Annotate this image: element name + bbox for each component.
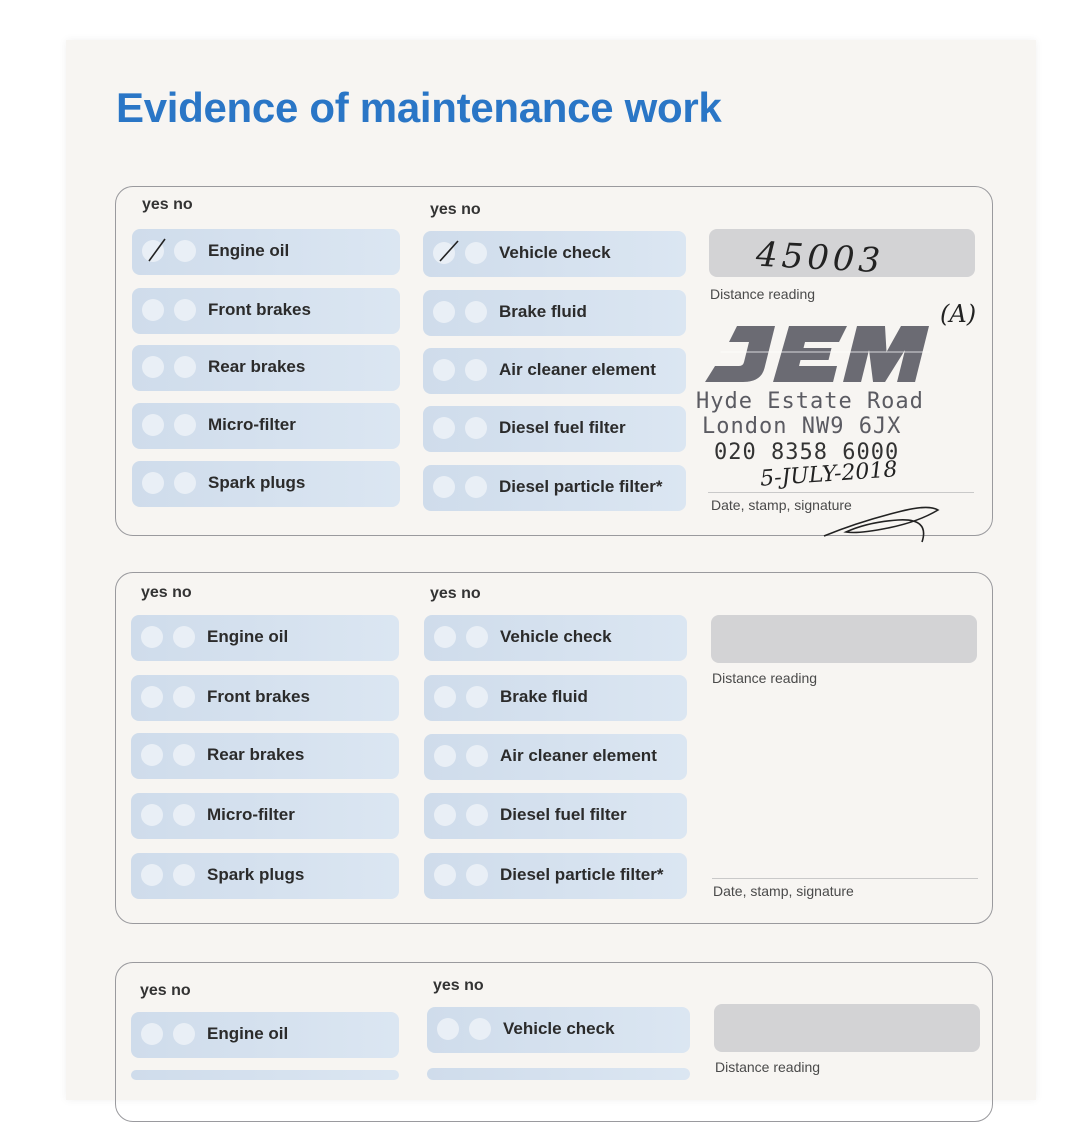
no-radio[interactable] (466, 626, 488, 648)
no-radio[interactable] (174, 356, 196, 378)
stamp-address-line1: Hyde Estate Road (696, 389, 924, 414)
no-radio[interactable] (465, 417, 487, 439)
yes-no-header-left: yes no (140, 982, 191, 999)
item-label: Vehicle check (500, 627, 612, 646)
item-label: Diesel particle filter* (500, 865, 664, 884)
checklist-item-engine-oil (131, 615, 399, 661)
distance-reading-value: 45003 (755, 234, 886, 282)
distance-reading-label: Distance reading (715, 1059, 821, 1075)
yes-radio[interactable] (142, 356, 164, 378)
checklist-item-partial (131, 1070, 399, 1080)
yes-radio[interactable] (141, 744, 163, 766)
handwritten-mark: (A) (940, 300, 977, 328)
checklist-item-rear-brakes (132, 345, 400, 391)
item-label: Rear brakes (208, 357, 306, 376)
no-radio[interactable] (174, 414, 196, 436)
no-radio[interactable] (466, 864, 488, 886)
yes-radio[interactable] (434, 686, 456, 708)
checklist-item-partial (427, 1068, 690, 1080)
signature-line (712, 878, 978, 879)
item-label: Vehicle check (503, 1019, 615, 1038)
checklist-item-front-brakes (131, 675, 399, 721)
yes-radio[interactable] (141, 686, 163, 708)
checklist-item-air-cleaner-element (423, 348, 686, 394)
handwritten-date: 5-JULY-2018 (759, 457, 899, 492)
distance-reading-box[interactable] (711, 615, 977, 663)
no-radio[interactable] (465, 301, 487, 323)
yes-radio[interactable] (142, 472, 164, 494)
checklist-item-spark-plugs (131, 853, 399, 899)
item-label: Brake fluid (499, 302, 587, 321)
yes-no-header-left: yes no (141, 584, 192, 601)
item-label: Diesel fuel filter (499, 418, 626, 437)
no-radio[interactable] (469, 1018, 491, 1040)
checklist-item-brake-fluid (423, 290, 686, 336)
yes-radio[interactable] (433, 476, 455, 498)
no-radio[interactable] (174, 299, 196, 321)
item-label: Front brakes (207, 687, 310, 706)
item-label: Diesel particle filter* (499, 477, 663, 496)
yes-radio[interactable] (433, 359, 455, 381)
stamp-address-line2: London NW9 6JX (702, 414, 902, 439)
dealer-stamp-logo (698, 322, 930, 386)
checklist-item-air-cleaner-element (424, 734, 687, 780)
yes-radio[interactable] (434, 745, 456, 767)
checklist-item-engine-oil (131, 1012, 399, 1058)
item-label: Engine oil (207, 1024, 289, 1043)
item-label: Micro-filter (208, 415, 296, 434)
checklist-item-vehicle-check (424, 615, 687, 661)
no-radio[interactable] (174, 472, 196, 494)
checklist-item-diesel-particle-filter (423, 465, 686, 511)
item-label: Brake fluid (500, 687, 588, 706)
yes-radio[interactable] (142, 414, 164, 436)
date-stamp-signature-label: Date, stamp, signature (713, 883, 854, 899)
no-radio[interactable] (173, 864, 195, 886)
yes-no-header-left: yes no (142, 196, 193, 213)
yes-no-header-right: yes no (430, 201, 481, 218)
yes-radio[interactable] (433, 417, 455, 439)
checklist-item-rear-brakes (131, 733, 399, 779)
no-radio[interactable] (465, 359, 487, 381)
no-radio[interactable] (466, 804, 488, 826)
checklist-item-brake-fluid (424, 675, 687, 721)
checklist-item-spark-plugs (132, 461, 400, 507)
item-label: Diesel fuel filter (500, 805, 627, 824)
page-title: Evidence of maintenance work (116, 84, 722, 131)
handwritten-check-icon (436, 237, 466, 267)
checklist-item-front-brakes (132, 288, 400, 334)
item-label: Air cleaner element (499, 360, 656, 379)
checklist-item-micro-filter (131, 793, 399, 839)
distance-reading-label: Distance reading (712, 670, 818, 686)
no-radio[interactable] (173, 804, 195, 826)
yes-radio[interactable] (142, 299, 164, 321)
yes-radio[interactable] (141, 1023, 163, 1045)
checklist-item-vehicle-check (423, 231, 686, 277)
no-radio[interactable] (466, 745, 488, 767)
checklist-item-diesel-particle-filter (424, 853, 687, 899)
no-radio[interactable] (466, 686, 488, 708)
item-label: Engine oil (208, 241, 290, 260)
item-label: Spark plugs (207, 865, 305, 884)
yes-no-header-right: yes no (430, 585, 481, 602)
item-label: Spark plugs (208, 473, 306, 492)
no-radio[interactable] (173, 626, 195, 648)
item-label: Vehicle check (499, 243, 611, 262)
yes-no-header-right: yes no (433, 977, 484, 994)
stamp-phone: 020 8358 6000 (714, 440, 900, 465)
yes-radio[interactable] (434, 626, 456, 648)
checklist-item-micro-filter (132, 403, 400, 449)
item-label: Engine oil (207, 627, 289, 646)
item-label: Micro-filter (207, 805, 295, 824)
no-radio[interactable] (465, 476, 487, 498)
item-label: Front brakes (208, 300, 311, 319)
yes-radio[interactable] (437, 1018, 459, 1040)
checklist-item-vehicle-check (427, 1007, 690, 1053)
item-label: Rear brakes (207, 745, 305, 764)
yes-radio[interactable] (434, 804, 456, 826)
distance-reading-box[interactable] (714, 1004, 980, 1052)
yes-radio[interactable] (141, 626, 163, 648)
handwritten-check-icon (145, 235, 175, 265)
yes-radio[interactable] (141, 804, 163, 826)
yes-radio[interactable] (433, 301, 455, 323)
checklist-item-diesel-fuel-filter (423, 406, 686, 452)
date-stamp-signature-label: Date, stamp, signature (711, 497, 852, 513)
yes-radio[interactable] (434, 864, 456, 886)
no-radio[interactable] (173, 1023, 195, 1045)
checklist-item-engine-oil (132, 229, 400, 275)
yes-radio[interactable] (141, 864, 163, 886)
item-label: Air cleaner element (500, 746, 657, 765)
no-radio[interactable] (173, 744, 195, 766)
distance-reading-label: Distance reading (710, 286, 816, 302)
no-radio[interactable] (173, 686, 195, 708)
checklist-item-diesel-fuel-filter (424, 793, 687, 839)
no-radio[interactable] (465, 242, 487, 264)
signature-scribble-icon (818, 492, 948, 552)
no-radio[interactable] (174, 240, 196, 262)
